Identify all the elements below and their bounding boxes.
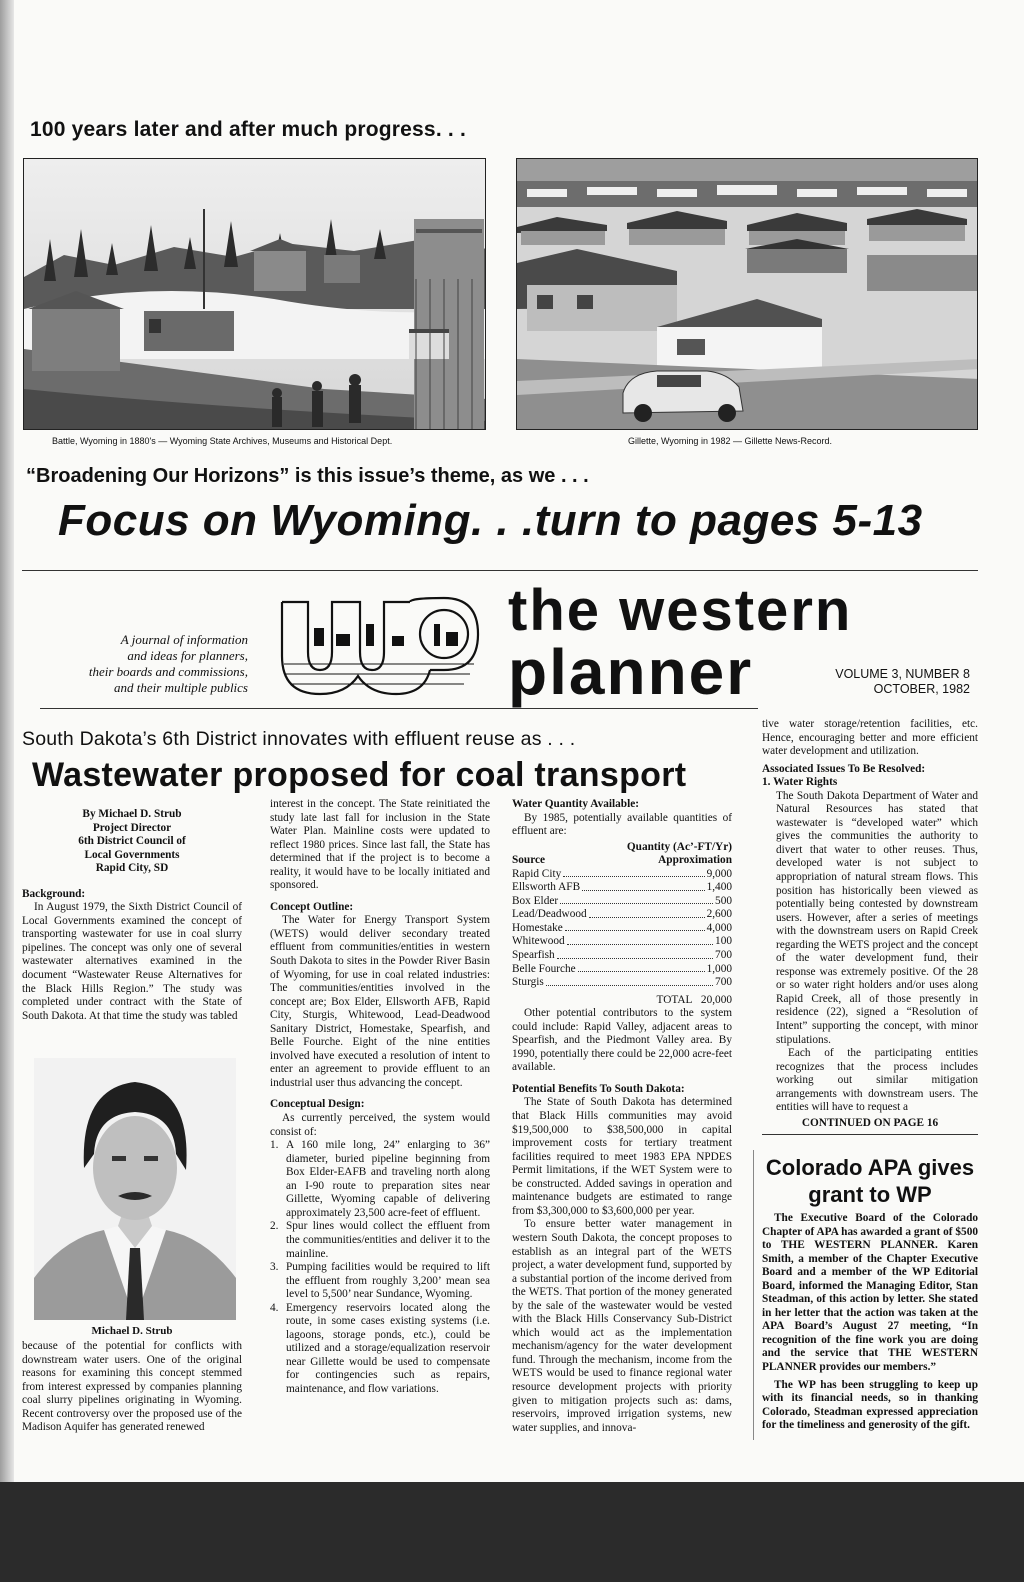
byline	[22, 808, 242, 876]
leader-dots	[560, 895, 713, 905]
tagline-line: their boards and commissions,	[88, 663, 248, 679]
portrait-caption: Michael D. Strub	[91, 1325, 173, 1337]
benefits-heading: Potential Benefits To South Dakota:	[512, 1082, 685, 1095]
theme-line: “Broadening Our Horizons” is this issue’s theme, as we . . .	[26, 465, 589, 487]
quantity-intro: By 1985, potentially available quantities of effluent are:	[512, 811, 732, 838]
issues-heading: Associated Issues To Be Resolved:	[762, 762, 926, 775]
leader-dots	[563, 868, 704, 878]
table-cell-source: Rapid City	[512, 867, 562, 880]
photo-gillette-wyoming	[516, 158, 978, 430]
volume-number: VOLUME 3, NUMBER 8	[835, 667, 970, 681]
wp-logo	[274, 594, 484, 704]
table-cell-quantity: 500	[715, 894, 732, 907]
table-row	[512, 935, 732, 949]
background-heading: Background:	[22, 887, 86, 900]
author-portrait	[34, 1058, 236, 1320]
table-head-row	[512, 854, 732, 868]
table-cell-source: Sturgis	[512, 976, 544, 989]
table-head-quantity: Quantity (Ac’-FT/Yr)	[626, 840, 732, 853]
design-item: 4. Emergency reservoirs located along the route, in some cases existing systems (i.e. lagoons, storage ponds, etc.), could be utilized and a storage/equalization reservoir near Gillette would be used to compensate for contingencies such as repairs, maintenance, and flow variations.	[270, 1301, 490, 1395]
table-cell-quantity: 1,400	[706, 881, 732, 894]
issue-item-text: The South Dakota Department of Water and Natural Resources has stated that wastewater is “developed water” which gives the communities the authority to divert that water to other reuses. Thus, developed water is not subject to appropriation of natural stream flows. This position has historically been viewed as potentially being contested by downstream users. However, after a series of meetings with the downstream users on Rapid Creek regarding the WETS project and the concept of the water development fund, their response was extremely positive. Of the 28 or so water right holders and/or uses along Rapid Creek, all of those presently in residence (22), signed a “Resolution of Intent” supporting the concept, with minor stipulations.	[776, 789, 978, 1046]
table-cell-quantity: 1,000	[706, 962, 732, 975]
other-contributors-text: Other potential contributors to the system could include: Rapid Valley, adjacent areas to Spearfish, and the Piedmont Valley area. By 1990, potentially there could be 22,000 acre-feet available.	[512, 1007, 732, 1074]
leader-dots	[578, 963, 705, 973]
sidebar-headline: Colorado APA gives grant to WP	[765, 1155, 975, 1207]
table-row	[512, 908, 732, 922]
leader-dots	[582, 881, 704, 891]
masthead-tagline	[70, 632, 248, 695]
byline-line: Project Director	[92, 821, 172, 834]
wp-logo-icon	[274, 594, 484, 704]
leader-dots	[557, 949, 713, 959]
column-rule	[753, 1150, 754, 1440]
tagline-line: and ideas for planners,	[127, 647, 248, 663]
table-cell-quantity: 700	[715, 976, 732, 989]
background-text: In August 1979, the Sixth District Council of Local Governments examined the concept of transporting wastewater for use in coal slurry pipelines. The concept was only one of several wastewater alternatives examined in the document “Wastewater Reuse Alternatives for the Black Hills Region.” The study was completed under contract with the State of South Dakota. At that time the study was tabled	[22, 901, 242, 1022]
col1-continued-text: because of the potential for conflicts with downstream water users. One of the original reasons for examining this concept stemmed from interest expressed by companies planning coal slurry pipelines originating in Wyoming. Recent controversy over the proposed use of the Madison Aquifer has generated renewed	[22, 1340, 242, 1434]
table-cell-quantity: 100	[715, 935, 732, 948]
photo-battle-wyoming	[23, 158, 486, 430]
table-cell-source: Box Elder	[512, 894, 559, 907]
issue-item-text-2: Each of the participating entities recognizes that the process includes working out similar mitigation arrangements with downstream users. The entities will have to request a	[776, 1047, 978, 1114]
total-label: TOTAL	[656, 993, 693, 1006]
issue-date: OCTOBER, 1982	[873, 682, 970, 696]
table-row	[512, 963, 732, 977]
leader-dots	[565, 922, 705, 932]
leader-dots	[589, 908, 705, 918]
col4-cont-text: tive water storage/retention facilities, etc. Hence, encouraging better and more efficient water development and utilization.	[762, 718, 978, 758]
sidebar-para-2: The WP has been struggling to keep up with its financial needs, so in thanking Colorado, Steadman expressed appreciation for the timeliness and generosity of the gift.	[762, 1378, 978, 1432]
concept-text: The Water for Energy Transport System (WETS) would deliver secondary treated effluent from communities/entities in western South Dakota to sites in the Powder River Basin of Wyoming, for use in coal related industries: The communities/entities involved in the concept are; Box Elder, Ellsworth AFB, Rapid City, Sturgis, Whitewood, Lead-Deadwood Sanitary District, Homestake, Spearfish, and Belle Fourche. Eight of the nine entities involved have executed a resolution of intent to enter an agreement to provide effluent to an industrial user thus advancing the concept.	[270, 914, 490, 1089]
masthead-title-line2: planner	[508, 636, 754, 708]
article-kicker: South Dakota’s 6th District innovates with effluent reuse as . . .	[22, 728, 576, 750]
table-head-approx: Approximation	[658, 854, 732, 867]
design-heading: Conceptual Design:	[270, 1098, 365, 1111]
table-row	[512, 895, 732, 909]
design-item: 3. Pumping facilities would be required to lift the effluent from roughly 3,200’ mean sea level to 5,500’ near Sundance, Wyoming.	[270, 1261, 490, 1301]
table-total-row	[512, 994, 732, 1008]
byline-line: Local Governments	[84, 848, 180, 861]
table-cell-quantity: 700	[715, 949, 732, 962]
article-col1-top	[22, 808, 242, 1023]
table-cell-source: Ellsworth AFB	[512, 881, 581, 894]
table-row	[512, 868, 732, 882]
byline-line: Rapid City, SD	[95, 862, 169, 875]
table-cell-quantity: 9,000	[706, 867, 732, 880]
continued-notice: CONTINUED ON PAGE 16	[762, 1117, 978, 1136]
table-cell-source: Whitewood	[512, 935, 565, 948]
table-rows	[512, 868, 732, 990]
table-row	[512, 881, 732, 895]
rule-masthead	[40, 708, 758, 709]
sidebar-para-1: The Executive Board of the Colorado Chapter of APA has awarded a grant of $500 to THE WESTERN PLANNER. Karen Smith, a member of the Chapter Executive Board and a member of the WP Editorial Board, informed the Managing Editor, Stan Steadman, of this action by letter. She stated in her letter that the action was taken at the APA Board’s August 27 meeting, “In recognition of the fine work you are doing and the service that THE WESTERN PLANNER provides our members.”	[762, 1212, 978, 1374]
table-cell-source: Spearfish	[512, 949, 555, 962]
table-head-source: Source	[512, 854, 546, 867]
design-list	[270, 1139, 490, 1396]
benefits-text: The State of South Dakota has determined that Black Hills communities may avoid $19,500,000 to $38,500,000 in capital improvement costs for tertiary treatment facilities required to meet 1983 EPA NPDES Permit limitations, if the WET System were to be constructed. Added savings in operation and maintenance budgets are estimated to range from $3,300,000 to $3,600,000 per year.	[512, 1096, 732, 1217]
sidebar-body	[762, 1212, 978, 1433]
benefits-text-2: To ensure better water management in western South Dakota, the concept proposes to establish as an integral part of the WETS project, a water development fund, supported by a substantial portion of the income derived from the WETS. That portion of the money generated by the sale of the wastewater would be vested with the Black Hills Conservancy Sub-District which would act as the implementation mechanism/agency for the water development fund. Through the mechanism, income from the WETS would be used to finance regional water resource development projects with priority given to mitigation projects such as: dams, reservoirs, improved irrigation systems, new water supplies, and innova-	[512, 1218, 732, 1434]
table-row	[512, 922, 732, 936]
table-cell-quantity: 4,000	[706, 921, 732, 934]
tagline-line: A journal of information	[120, 632, 248, 647]
historic-town-image	[24, 159, 486, 430]
byline-line: By Michael D. Strub	[82, 808, 182, 820]
photo-left-caption: Battle, Wyoming in 1880's — Wyoming State Archives, Museums and Historical Dept.	[52, 436, 393, 446]
table-row	[512, 976, 732, 990]
issue-item-head: 1. Water Rights	[762, 776, 838, 789]
top-headline: 100 years later and after much progress. . .	[30, 118, 466, 141]
focus-line: Focus on Wyoming. . .turn to pages 5-13	[58, 496, 923, 545]
design-intro: As currently perceived, the system would consist of:	[270, 1112, 490, 1138]
design-item: 2. Spur lines would collect the effluent from the communities/entities and deliver it to the mainline.	[270, 1220, 490, 1260]
article-col4	[762, 718, 978, 1135]
total-value: 20,000	[700, 993, 732, 1006]
design-item: 1. A 160 mile long, 24” enlarging to 36” diameter, buried pipeline beginning from Box Elder-EAFB and traveling north along an I-90 route to preparation sites near Gillette, Wyoming capable of delivering approximately 23,500 acre-feet of effluent.	[270, 1139, 490, 1219]
masthead-title-line1: the western	[508, 578, 853, 643]
table-cell-source: Lead/Deadwood	[512, 908, 587, 921]
concept-heading: Concept Outline:	[270, 900, 354, 913]
leader-dots	[567, 935, 713, 945]
leader-dots	[546, 976, 713, 986]
byline-line: 6th District Council of	[78, 835, 186, 848]
table-cell-quantity: 2,600	[706, 908, 732, 921]
portrait-image	[34, 1058, 236, 1320]
article-col3	[512, 798, 732, 1435]
quantity-heading: Water Quantity Available:	[512, 798, 639, 810]
photo-right-caption: Gillette, Wyoming in 1982 — Gillette News-Record.	[628, 436, 832, 446]
quantity-table	[512, 841, 732, 1008]
article-col1-bottom	[22, 1340, 242, 1435]
tagline-line: and their multiple publics	[114, 679, 248, 695]
article-headline: Wastewater proposed for coal transport	[32, 756, 687, 794]
table-cell-source: Belle Fourche	[512, 962, 576, 975]
table-cell-source: Homestake	[512, 921, 563, 934]
article-col2	[270, 798, 490, 1397]
modern-town-image	[517, 159, 978, 430]
table-row	[512, 949, 732, 963]
col2-intro: interest in the concept. The State reinitiated the study late last fall for inclusion in the State Water Plan. Mainline costs were updated to reflect 1980 prices. Since last fall, the State has determined that if the project is to become a reality, it would have to be locally initiated and sponsored.	[270, 798, 490, 892]
rule-top	[22, 570, 978, 571]
